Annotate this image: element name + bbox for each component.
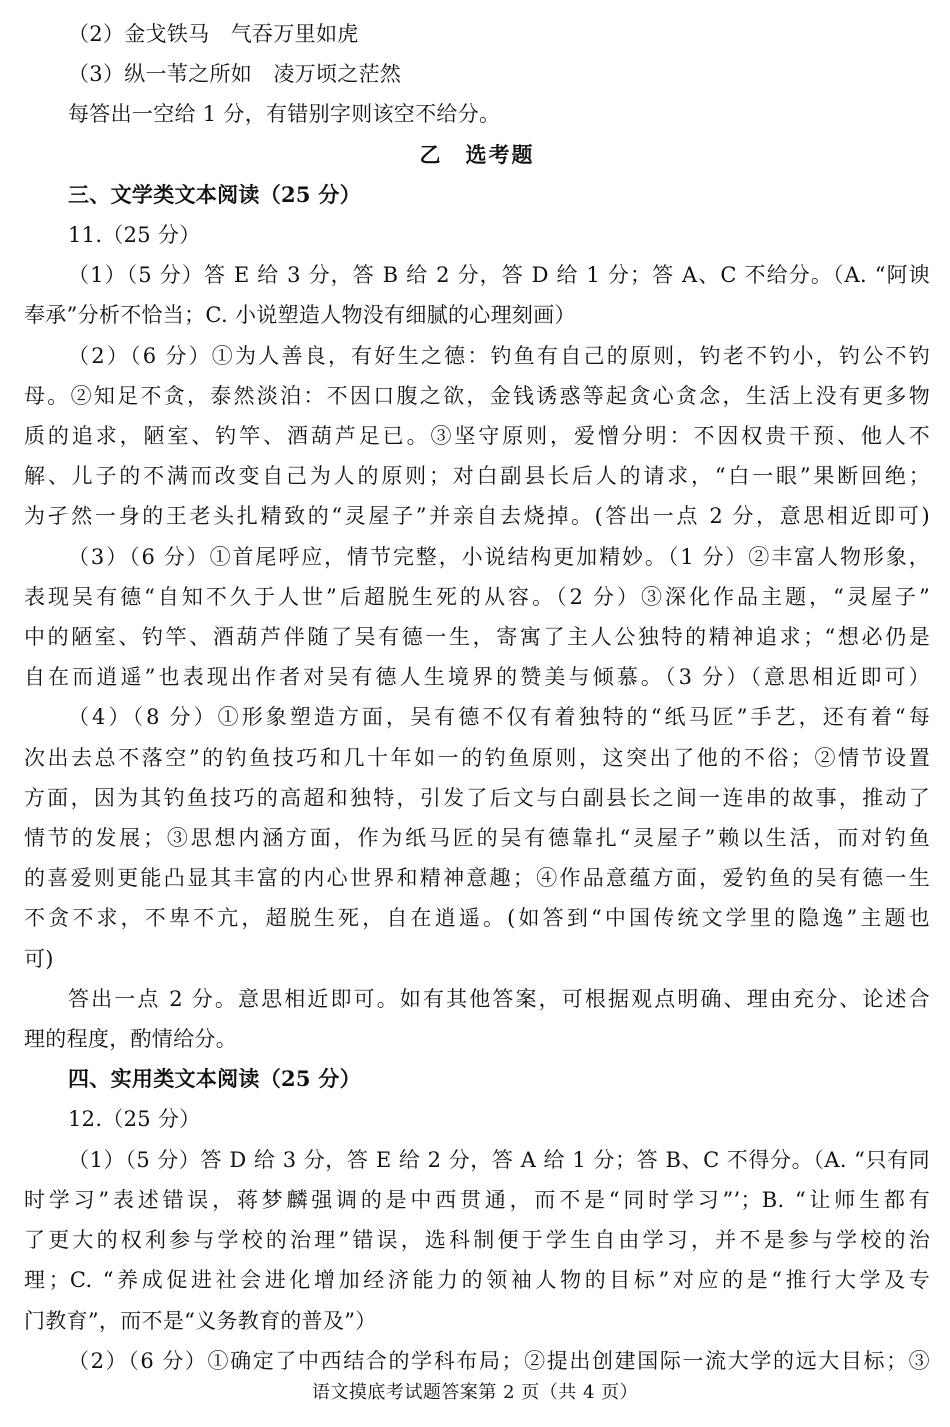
question-12-heading: 12.（25 分）	[68, 1107, 201, 1132]
answer-line-10-2: （2）金戈铁马 气吞万里如虎	[68, 22, 359, 46]
paragraph-line: 答出一点 2 分。意思相近即可。如有其他答案，可根据观点明确、理由充分、论述合	[68, 986, 930, 1011]
paragraph-line: 了更大的权利参与学校的治理”错误，选科制便于学生自由学习，并不是参与学校的治	[24, 1228, 930, 1253]
paragraph-line: 理；C. “养成促进社会进化增加经济能力的领袖人物的目标”对应的是“推行大学及专	[24, 1268, 930, 1293]
paragraph-line: 方面，因为其钓鱼技巧的高超和独特，引发了后文与白副县长之间一连串的故事，推动了	[24, 785, 930, 810]
scoring-note: 每答出一空给 1 分，有错别字则该空不给分。	[68, 102, 501, 127]
page-footer: 语文摸底考试题答案第 2 页（共 4 页）	[311, 1382, 639, 1403]
paragraph-line: 中的陋室、钓竿、酒葫芦伴随了吴有德一生，寄寓了主人公独特的精神追求；“想必仍是	[24, 625, 930, 650]
paragraph-line: （2）（6 分）①为人善良，有好生之德：钓鱼有自己的原则，钓老不钓小，钓公不钓	[68, 343, 930, 368]
paragraph-line: （2）（6 分）①确定了中西结合的学科布局；②提出创建国际一流大学的远大目标；③	[68, 1348, 930, 1373]
section-heading-practical: 四、实用类文本阅读（25 分）	[68, 1066, 362, 1092]
paragraph-line: （3）（6 分）①首尾呼应，情节完整，小说结构更加精妙。（1 分）②丰富人物形象，	[68, 544, 930, 569]
paragraph-line: 次出去总不落空”的钓鱼技巧和几十年如一的钓鱼原则，这突出了他的不俗；②情节设置	[24, 745, 930, 770]
section-heading-optional: 乙 选考题	[419, 141, 535, 167]
paragraph-line: 不贪不求，不卑不亢，超脱生死，自在逍遥。(如答到“中国传统文学里的隐逸”主题也	[24, 906, 930, 931]
paragraph-line: 自在而逍遥”也表现出作者对吴有德人生境界的赞美与倾慕。（3 分）（意思相近即可）	[24, 665, 930, 690]
paragraph-line: 质的追求，陋室、钓竿、酒葫芦足已。③坚守原则，爱憎分明：不因权贵干预、他人不	[24, 424, 930, 449]
question-11-heading: 11.（25 分）	[68, 223, 201, 248]
answer-content	[24, 14, 930, 1381]
paragraph-line: 门教育”，而不是“义务教育的普及”）	[24, 1308, 377, 1333]
paragraph-line: 母。②知足不贪，泰然淡泊：不因口腹之欲，金钱诱惑等起贪心贪念，生活上没有更多物	[24, 383, 930, 408]
paragraph-line: 表现吴有德“自知不久于人世”后超脱生死的从容。（2 分）③深化作品主题，“灵屋子”	[24, 584, 930, 609]
paragraph-line: 理的程度，酌情给分。	[24, 1027, 237, 1052]
paragraph-line: 情节的发展；③思想内涵方面，作为纸马匠的吴有德靠扎“灵屋子”赖以生活，而对钓鱼	[24, 826, 930, 851]
section-heading-literary: 三、文学类文本阅读（25 分）	[68, 181, 362, 207]
answer-line-10-3: （3）纵一苇之所如 凌万顷之茫然	[68, 62, 402, 87]
paragraph-line: 解、儿子的不满而改变自己为人的原则；对白副县长后人的请求，“白一眼”果断回绝；	[24, 464, 930, 489]
paragraph-line: （1）（5 分）答 D 给 3 分，答 E 给 2 分，答 A 给 1 分；答 B、C 不得分。（A. “只有同	[68, 1147, 930, 1172]
paragraph-line: 的喜爱则更能凸显其丰富的内心世界和精神意趣；④作品意蕴方面，爱钓鱼的吴有德一生	[24, 866, 930, 891]
paragraph-line: （4）（8 分）①形象塑造方面，吴有德不仅有着独特的“纸马匠”手艺，还有着“每	[68, 705, 930, 730]
paragraph-line: 时学习”表述错误，蒋梦麟强调的是中西贯通，而不是“同时学习”’；B. “让师生都有	[24, 1187, 930, 1212]
paragraph-line: 为孑然一身的王老头扎精致的“灵屋子”并亲自去烧掉。(答出一点 2 分，意思相近即可)	[24, 504, 930, 529]
paragraph-line: （1）（5 分）答 E 给 3 分，答 B 给 2 分，答 D 给 1 分；答 A、C 不给分。（A. “阿谀	[68, 263, 930, 288]
paragraph-line: 可)	[24, 946, 54, 971]
paragraph-line: 奉承”分析不恰当；C. 小说塑造人物没有细腻的心理刻画）	[24, 303, 576, 328]
